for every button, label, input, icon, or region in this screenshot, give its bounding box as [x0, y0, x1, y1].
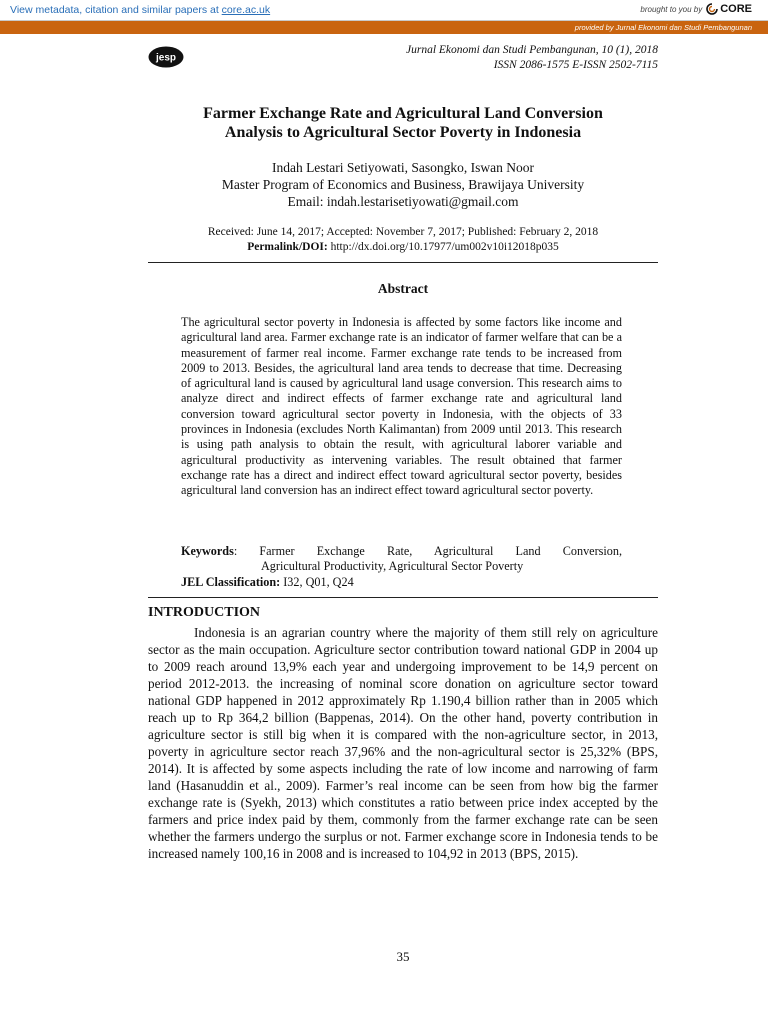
author-email: Email: indah.lestarisetiyowati@gmail.com: [287, 194, 519, 209]
keywords-values-1: : Farmer Exchange Rate, Agricultural Land Conversion,: [233, 544, 622, 558]
title-line-1: Farmer Exchange Rate and Agricultural Land Conversion: [203, 105, 603, 122]
keywords-values-2: Agricultural Productivity, Agricultural Sector Poverty: [261, 559, 524, 574]
core-metadata-text: [10, 4, 270, 16]
doi-link[interactable]: http://dx.doi.org/10.17977/um002v10i12018p035: [327, 241, 559, 253]
core-link[interactable]: core.ac.uk: [221, 4, 271, 16]
keywords-block: [181, 544, 622, 590]
keywords-label: Keywords: [181, 544, 234, 558]
provided-by-text[interactable]: provided by Jurnal Ekonomi dan Studi Pembangunan: [574, 23, 752, 32]
jel-label: JEL Classification:: [181, 574, 281, 589]
doi-line: [148, 240, 658, 255]
core-banner: [0, 0, 768, 21]
core-label: CORE: [720, 3, 752, 15]
jesp-logo: [148, 46, 184, 68]
introduction-heading: INTRODUCTION: [148, 605, 261, 620]
issn-line: ISSN 2086-1575 E-ISSN 2502-7115: [493, 59, 658, 71]
journal-info: [406, 43, 658, 73]
provided-by-bar: [0, 21, 768, 34]
core-logo-icon: [706, 3, 718, 15]
core-branding[interactable]: [640, 3, 752, 15]
doi-label: Permalink/DOI:: [247, 241, 328, 253]
divider-top: [148, 262, 658, 263]
keywords-line-1: [181, 544, 622, 559]
abstract-text: The agricultural sector poverty in Indonesia is affected by some factors like income and agricultural land area. Farmer exchange rate is an indicator of farmer welfare that can be a measurement of farmer real income. Farmer exchange rate tends to be increased from 2009 to 2013. Besides, the agricultural land area tends to decrease that time. Decreasing of agricultural land is caused by agricultural land usage conversion. This research aims to analyze direct and indirect effects of farmer exchange rate and agricultural land conversion toward agricultural sector poverty in Indonesia, with the objects of 33 provinces in Indonesia (excludes North Kalimantan) from 2009 until 2013. This research is using path analysis to obtain the result, with agricultural laborer variable and agricultural productivity as intervening variables. The result obtained that farmer exchange rate has a direct and indirect effect toward agricultural sector poverty, besides agricultural land conversion has an indirect effect toward agricultural sector poverty.: [181, 315, 622, 498]
divider-bottom: [148, 597, 658, 598]
core-metadata-label: View metadata, citation and similar papers at: [10, 4, 222, 16]
jel-line: [181, 575, 622, 590]
introduction-text: Indonesia is an agrarian country where the majority of them still rely on agriculture sector as the main occupation. Agriculture sector contribution toward national GDP in 2004 up to 2009 reach around 13,9% each year and undergoing improvement to be 14,9 percent on period 2012-2013. the increasing of nominal score donation on agriculture sector toward national GDP happened in 2012 approximately Rp 1.190,4 billion rather than in 2005 which reach up to Rp 364,2 billion (Bappenas, 2014). On the other hand, poverty contribution in agriculture sector is still big when it is compared with the non-agriculture sector, in 2013, poverty in agriculture sector reach 37,96% and the non-agricultural sector is 25,32% (BPS, 2014). It is affected by some aspects including the rate of low income and narrowing of farm land (Hasanuddin et al., 2009). Farmer’s real income can be seen from how big the farmer exchange rate is (Syekh, 2013) which constitutes a ratio between price index accepted by the farmers and price index paid by them, commonly from the farmer exchange rate can be seen whether the farmers undergo the surplus or not. Farmer exchange score in Indonesia tends to be increased namely 100,16 in 2008 and is increased to 104,92 in 2013 (BPS, 2015).: [148, 625, 658, 861]
author-affiliation: Master Program of Economics and Business, Brawijaya University: [221, 177, 585, 192]
title-line-2: Analysis to Agricultural Sector Poverty in Indonesia: [224, 124, 582, 141]
journal-line: Jurnal Ekonomi dan Studi Pembangunan, 10 (1), 2018: [405, 44, 658, 56]
author-block: [148, 159, 658, 210]
abstract-heading: Abstract: [377, 281, 429, 296]
publication-dates: [148, 225, 658, 255]
dates-line: Received: June 14, 2017; Accepted: November 7, 2017; Published: February 2, 2018: [207, 226, 599, 238]
author-names: Indah Lestari Setiyowati, Sasongko, Iswan Noor: [271, 160, 535, 175]
jel-values: I32, Q01, Q24: [280, 574, 354, 589]
page-number: 35: [396, 949, 410, 964]
brought-to-you-text: brought to you by: [640, 4, 703, 14]
paper-title: [148, 104, 658, 142]
logo-text: jesp: [155, 52, 177, 64]
